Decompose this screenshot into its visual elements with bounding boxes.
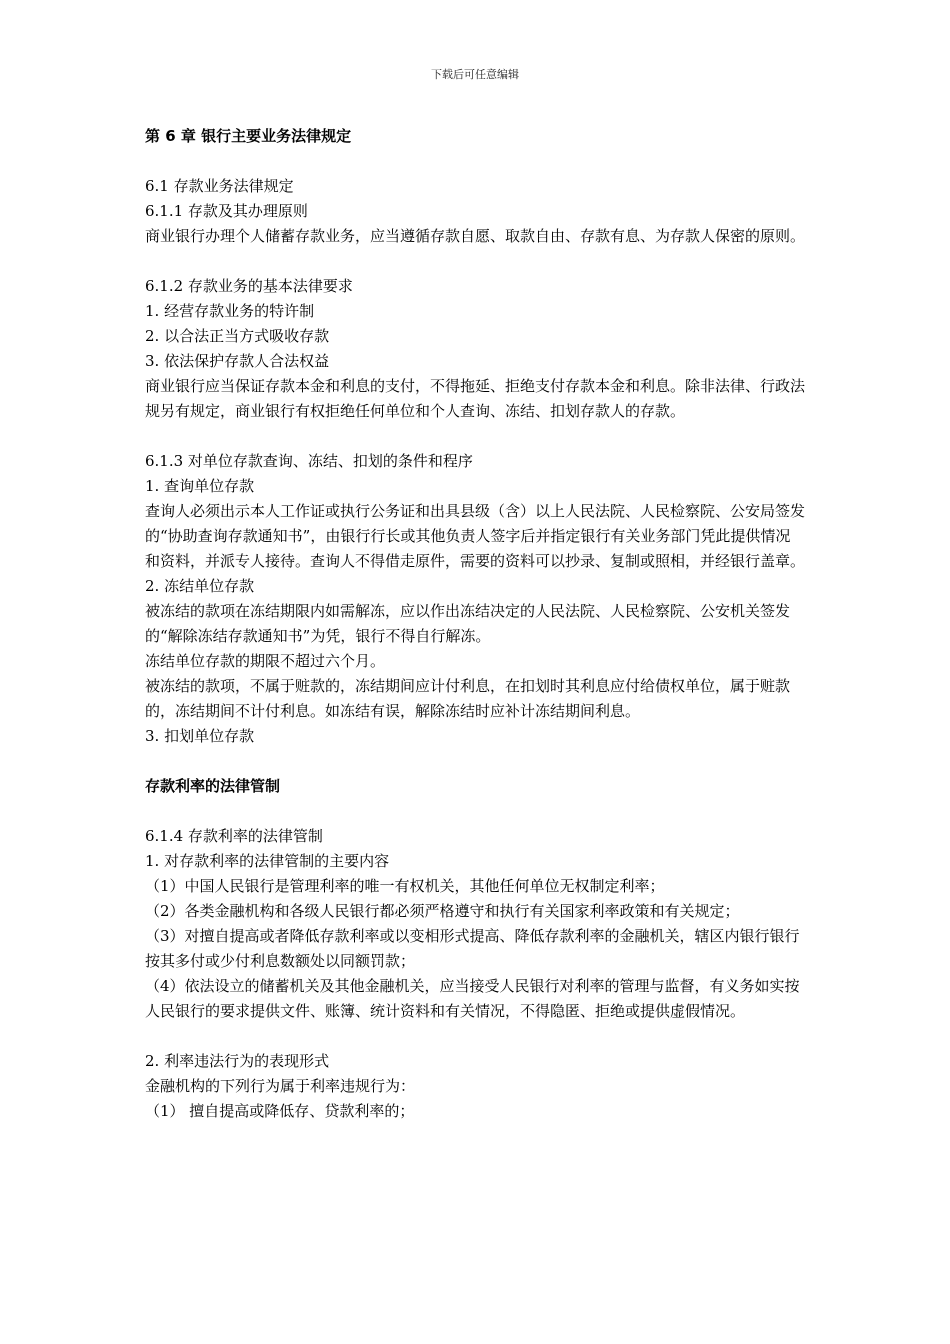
subsection-heading: 6.1.1 存款及其办理原则 xyxy=(145,202,308,220)
section-heading: 6.1 存款业务法律规定 xyxy=(145,177,294,195)
subsection-heading: 6.1.3 对单位存款查询、冻结、扣划的条件和程序 xyxy=(145,452,473,470)
list-item: 1. 查询单位存款 xyxy=(145,477,255,495)
section-title: 存款利率的法律管制 xyxy=(145,777,281,795)
list-item: 2. 利率违法行为的表现形式 xyxy=(145,1052,330,1070)
page-header: 下载后可任意编辑 xyxy=(431,68,519,81)
list-item: （1） 擅自提高或降低存、贷款利率的； xyxy=(145,1102,415,1120)
paragraph: 被冻结的款项，不属于赃款的，冻结期间应计付利息，在扣划时其利息应付给债权单位，属于赃款的，冻结期间不计付利息。如冻结有误，解除冻结时应补计冻结期间利息。 xyxy=(145,677,791,720)
paragraph: 商业银行办理个人储蓄存款业务，应当遵循存款自愿、取款自由、存款有息、为存款人保密的原则。 xyxy=(145,227,806,245)
list-item: （2）各类金融机构和各级人民银行都必须严格遵守和执行有关国家利率政策和有关规定； xyxy=(145,902,740,920)
paragraph: 被冻结的款项在冻结期限内如需解冻，应以作出冻结决定的人民法院、人民检察院、公安机关签发的“解除冻结存款通知书”为凭，银行不得自行解冻。 xyxy=(145,602,791,645)
list-item: 3. 扣划单位存款 xyxy=(145,727,255,745)
chapter-title: 第 6 章 银行主要业务法律规定 xyxy=(145,127,352,145)
list-item: （1）中国人民银行是管理利率的唯一有权机关，其他任何单位无权制定利率； xyxy=(145,877,665,895)
subsection-heading: 6.1.2 存款业务的基本法律要求 xyxy=(145,277,353,295)
list-item: 3. 依法保护存款人合法权益 xyxy=(145,352,330,370)
list-item: （3）对擅自提高或者降低存款利率或以变相形式提高、降低存款利率的金融机关，辖区内银行银行按其多付或少付利息数额处以同额罚款； xyxy=(145,927,800,970)
list-item: 1. 经营存款业务的特许制 xyxy=(145,302,315,320)
list-item: 2. 冻结单位存款 xyxy=(145,577,255,595)
document-body xyxy=(145,124,805,1124)
list-item: 1. 对存款利率的法律管制的主要内容 xyxy=(145,852,390,870)
list-item: （4）依法设立的储蓄机关及其他金融机关，应当接受人民银行对利率的管理与监督，有义务如实按人民银行的要求提供文件、账簿、统计资料和有关情况，不得隐匿、拒绝或提供虚假情况。 xyxy=(145,977,800,1020)
paragraph: 商业银行应当保证存款本金和利息的支付，不得拖延、拒绝支付存款本金和利息。除非法律、行政法规另有规定，商业银行有权拒绝任何单位和个人查询、冻结、扣划存款人的存款。 xyxy=(145,377,806,420)
paragraph: 冻结单位存款的期限不超过六个月。 xyxy=(145,652,386,670)
paragraph: 查询人必须出示本人工作证或执行公务证和出具县级（含）以上人民法院、人民检察院、公安局签发的“协助查询存款通知书”，由银行行长或其他负责人签字后并指定银行有关业务部门凭此提供情况和资料，并派专人接待。查询人不得借走原件，需要的资料可以抄录、复制或照相，并经银行盖章。 xyxy=(145,502,806,570)
list-item: 2. 以合法正当方式吸收存款 xyxy=(145,327,330,345)
paragraph: 金融机构的下列行为属于利率违规行为： xyxy=(145,1077,416,1095)
subsection-heading: 6.1.4 存款利率的法律管制 xyxy=(145,827,323,845)
